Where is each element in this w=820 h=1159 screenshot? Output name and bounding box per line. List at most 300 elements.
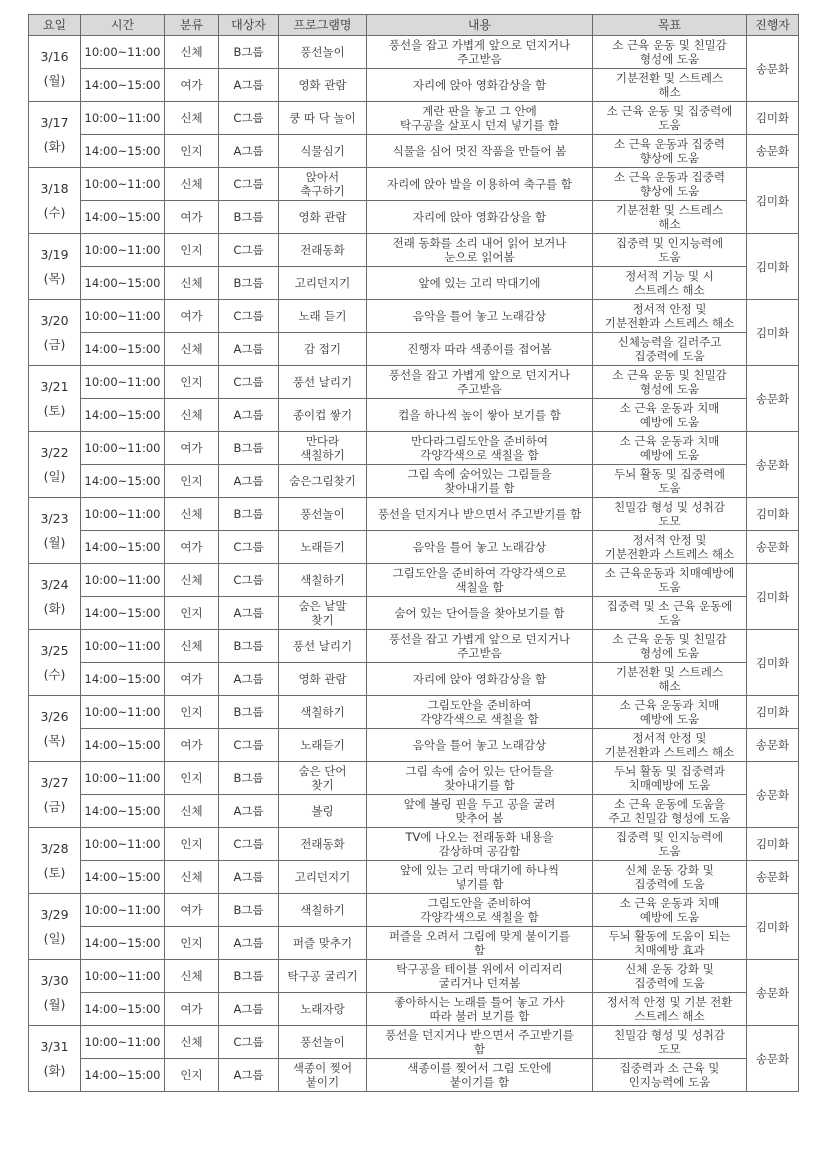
program-name-cell: 쿵 따 닥 놀이 — [279, 102, 367, 135]
time-cell: 14:00~15:00 — [81, 465, 165, 498]
day-weekday: (일) — [43, 468, 66, 484]
category-cell: 신체 — [165, 399, 219, 432]
table-row — [29, 300, 799, 333]
target-group-cell: A그룹 — [219, 663, 279, 696]
day-cell — [29, 432, 81, 498]
goal-cell: 소 근육 운동 및 집중력에 도움 — [593, 102, 747, 135]
category-cell: 여가 — [165, 300, 219, 333]
content-cell: 풍선을 잡고 가볍게 앞으로 던지거나 주고받음 — [367, 366, 593, 399]
time-cell: 14:00~15:00 — [81, 399, 165, 432]
time-cell: 14:00~15:00 — [81, 201, 165, 234]
header-category: 분류 — [165, 15, 219, 36]
time-cell: 10:00~11:00 — [81, 234, 165, 267]
day-date: 3/20 — [40, 312, 69, 328]
category-cell: 신체 — [165, 36, 219, 69]
target-group-cell: A그룹 — [219, 399, 279, 432]
category-cell: 여가 — [165, 894, 219, 927]
time-cell: 10:00~11:00 — [81, 36, 165, 69]
goal-cell: 정서적 기능 및 시 스트레스 해소 — [593, 267, 747, 300]
time-cell: 14:00~15:00 — [81, 1059, 165, 1092]
day-weekday: (목) — [43, 270, 66, 286]
goal-cell: 소 근육 운동과 집중력 향상에 도움 — [593, 168, 747, 201]
goal-cell: 친밀감 형성 및 성취감 도모 — [593, 498, 747, 531]
time-cell: 10:00~11:00 — [81, 102, 165, 135]
target-group-cell: C그룹 — [219, 168, 279, 201]
goal-cell: 소 근육 운동과 치매 예방에 도움 — [593, 696, 747, 729]
program-name-cell: 식물심기 — [279, 135, 367, 168]
day-weekday: (월) — [43, 72, 66, 88]
day-cell — [29, 168, 81, 234]
leader-cell: 김미화 — [747, 102, 799, 135]
goal-cell: 기분전환 및 스트레스 해소 — [593, 663, 747, 696]
category-cell: 인지 — [165, 234, 219, 267]
table-row — [29, 696, 799, 729]
leader-cell: 송문화 — [747, 432, 799, 498]
day-date: 3/23 — [40, 510, 69, 526]
day-cell — [29, 894, 81, 960]
header-content: 내용 — [367, 15, 593, 36]
time-cell: 14:00~15:00 — [81, 597, 165, 630]
table-row — [29, 762, 799, 795]
category-cell: 여가 — [165, 201, 219, 234]
table-row — [29, 201, 799, 234]
target-group-cell: A그룹 — [219, 927, 279, 960]
day-date: 3/25 — [40, 642, 69, 658]
goal-cell: 소 근육 운동과 치매 예방에 도움 — [593, 399, 747, 432]
goal-cell: 기분전환 및 스트레스 해소 — [593, 201, 747, 234]
time-cell: 10:00~11:00 — [81, 696, 165, 729]
goal-cell: 소 근육 운동과 집중력 향상에 도움 — [593, 135, 747, 168]
target-group-cell: C그룹 — [219, 729, 279, 762]
target-group-cell: B그룹 — [219, 36, 279, 69]
table-row — [29, 69, 799, 102]
program-name-cell: 노래자랑 — [279, 993, 367, 1026]
goal-cell: 소 근육 운동 및 친밀감 형성에 도움 — [593, 36, 747, 69]
leader-cell: 김미화 — [747, 498, 799, 531]
day-weekday: (월) — [43, 534, 66, 550]
program-name-cell: 전래동화 — [279, 828, 367, 861]
day-weekday: (목) — [43, 732, 66, 748]
category-cell: 신체 — [165, 102, 219, 135]
day-cell — [29, 234, 81, 300]
table-row — [29, 597, 799, 630]
program-name-cell: 숨은 단어 찾기 — [279, 762, 367, 795]
time-cell: 10:00~11:00 — [81, 366, 165, 399]
category-cell: 인지 — [165, 135, 219, 168]
category-cell: 신체 — [165, 861, 219, 894]
program-name-cell: 풍선놀이 — [279, 36, 367, 69]
category-cell: 여가 — [165, 432, 219, 465]
table-row — [29, 960, 799, 993]
target-group-cell: C그룹 — [219, 234, 279, 267]
goal-cell: 소 근육 운동에 도움을 주고 친밀감 형성에 도움 — [593, 795, 747, 828]
time-cell: 10:00~11:00 — [81, 630, 165, 663]
header-row — [29, 15, 799, 36]
target-group-cell: C그룹 — [219, 828, 279, 861]
leader-cell: 김미화 — [747, 564, 799, 630]
program-name-cell: 풍선 날리기 — [279, 630, 367, 663]
target-group-cell: A그룹 — [219, 333, 279, 366]
day-weekday: (금) — [43, 336, 66, 352]
table-row — [29, 36, 799, 69]
content-cell: 앞에 볼링 핀을 두고 공을 굴려 맞추어 봄 — [367, 795, 593, 828]
leader-cell: 송문화 — [747, 366, 799, 432]
program-name-cell: 색칠하기 — [279, 564, 367, 597]
time-cell: 10:00~11:00 — [81, 828, 165, 861]
content-cell: 앞에 있는 고리 막대기에 하나씩 넣기를 함 — [367, 861, 593, 894]
table-row — [29, 828, 799, 861]
day-cell — [29, 630, 81, 696]
day-date: 3/29 — [40, 906, 69, 922]
table-header — [29, 15, 799, 36]
table-row — [29, 399, 799, 432]
day-date: 3/22 — [40, 444, 69, 460]
table-row — [29, 993, 799, 1026]
target-group-cell: B그룹 — [219, 498, 279, 531]
content-cell: 그림도안을 준비하여 각양각색으로 색칠을 함 — [367, 564, 593, 597]
content-cell: 숨어 있는 단어들을 찾아보기를 함 — [367, 597, 593, 630]
category-cell: 인지 — [165, 696, 219, 729]
category-cell: 신체 — [165, 168, 219, 201]
target-group-cell: A그룹 — [219, 993, 279, 1026]
content-cell: TV에 나오는 전래동화 내용을 감상하며 공감함 — [367, 828, 593, 861]
category-cell: 신체 — [165, 333, 219, 366]
time-cell: 10:00~11:00 — [81, 762, 165, 795]
table-row — [29, 366, 799, 399]
category-cell: 신체 — [165, 267, 219, 300]
program-name-cell: 숨은 낱말 찾기 — [279, 597, 367, 630]
day-weekday: (금) — [43, 798, 66, 814]
goal-cell: 정서적 안정 및 기분 전환 스트레스 해소 — [593, 993, 747, 1026]
day-cell — [29, 564, 81, 630]
leader-cell: 송문화 — [747, 729, 799, 762]
goal-cell: 집중력과 소 근육 및 인지능력에 도움 — [593, 1059, 747, 1092]
program-name-cell: 고리던지기 — [279, 861, 367, 894]
day-date: 3/27 — [40, 774, 69, 790]
table-row — [29, 630, 799, 663]
program-name-cell: 영화 관람 — [279, 201, 367, 234]
day-weekday: (화) — [43, 600, 66, 616]
time-cell: 14:00~15:00 — [81, 795, 165, 828]
day-weekday: (토) — [43, 402, 66, 418]
category-cell: 인지 — [165, 465, 219, 498]
goal-cell: 소 근육 운동과 치매 예방에 도움 — [593, 432, 747, 465]
target-group-cell: B그룹 — [219, 960, 279, 993]
goal-cell: 소 근육운동과 치매예방에 도움 — [593, 564, 747, 597]
leader-cell: 송문화 — [747, 1026, 799, 1092]
table-row — [29, 729, 799, 762]
category-cell: 신체 — [165, 630, 219, 663]
content-cell: 그림도안을 준비하여 각양각색으로 색칠을 함 — [367, 696, 593, 729]
program-name-cell: 색종이 찢어 붙이기 — [279, 1059, 367, 1092]
content-cell: 풍선을 던지거나 받으면서 주고받기를 함 — [367, 1026, 593, 1059]
program-name-cell: 고리던지기 — [279, 267, 367, 300]
target-group-cell: C그룹 — [219, 300, 279, 333]
content-cell: 앞에 있는 고리 막대기에 — [367, 267, 593, 300]
goal-cell: 소 근육 운동 및 친밀감 형성에 도움 — [593, 630, 747, 663]
day-weekday: (화) — [43, 138, 66, 154]
day-cell — [29, 696, 81, 762]
content-cell: 음악을 틀어 놓고 노래감상 — [367, 300, 593, 333]
day-cell — [29, 762, 81, 828]
day-weekday: (월) — [43, 996, 66, 1012]
program-name-cell: 색칠하기 — [279, 894, 367, 927]
table-row — [29, 1026, 799, 1059]
content-cell: 풍선을 던지거나 받으면서 주고받기를 함 — [367, 498, 593, 531]
target-group-cell: A그룹 — [219, 465, 279, 498]
target-group-cell: B그룹 — [219, 762, 279, 795]
content-cell: 풍선을 잡고 가볍게 앞으로 던지거나 주고받음 — [367, 36, 593, 69]
leader-cell: 송문화 — [747, 135, 799, 168]
table-body — [29, 36, 799, 1092]
day-cell — [29, 36, 81, 102]
day-weekday: (수) — [43, 666, 66, 682]
program-name-cell: 숨은그림찾기 — [279, 465, 367, 498]
category-cell: 인지 — [165, 762, 219, 795]
program-name-cell: 종이컵 쌓기 — [279, 399, 367, 432]
schedule-page — [28, 14, 798, 1092]
time-cell: 10:00~11:00 — [81, 300, 165, 333]
header-leader: 진행자 — [747, 15, 799, 36]
category-cell: 여가 — [165, 663, 219, 696]
time-cell: 14:00~15:00 — [81, 993, 165, 1026]
goal-cell: 두뇌 활동에 도움이 되는 치매예방 효과 — [593, 927, 747, 960]
day-cell — [29, 366, 81, 432]
content-cell: 음악을 틀어 놓고 노래감상 — [367, 531, 593, 564]
time-cell: 14:00~15:00 — [81, 69, 165, 102]
target-group-cell: B그룹 — [219, 432, 279, 465]
goal-cell: 신체 운동 강화 및 집중력에 도움 — [593, 861, 747, 894]
time-cell: 10:00~11:00 — [81, 960, 165, 993]
program-name-cell: 전래동화 — [279, 234, 367, 267]
category-cell: 신체 — [165, 564, 219, 597]
goal-cell: 기분전환 및 스트레스 해소 — [593, 69, 747, 102]
target-group-cell: A그룹 — [219, 69, 279, 102]
program-name-cell: 풍선놀이 — [279, 498, 367, 531]
program-name-cell: 풍선 날리기 — [279, 366, 367, 399]
category-cell: 여가 — [165, 69, 219, 102]
time-cell: 10:00~11:00 — [81, 168, 165, 201]
category-cell: 여가 — [165, 729, 219, 762]
content-cell: 풍선을 잡고 가볍게 앞으로 던지거나 주고받음 — [367, 630, 593, 663]
program-name-cell: 만다라 색칠하기 — [279, 432, 367, 465]
category-cell: 신체 — [165, 498, 219, 531]
content-cell: 자리에 앉아 영화감상을 함 — [367, 201, 593, 234]
day-date: 3/30 — [40, 972, 69, 988]
content-cell: 자리에 앉아 영화감상을 함 — [367, 663, 593, 696]
leader-cell: 김미화 — [747, 234, 799, 300]
target-group-cell: C그룹 — [219, 564, 279, 597]
day-weekday: (일) — [43, 930, 66, 946]
program-name-cell: 탁구공 굴리기 — [279, 960, 367, 993]
header-day: 요일 — [29, 15, 81, 36]
leader-cell: 송문화 — [747, 861, 799, 894]
category-cell: 신체 — [165, 1026, 219, 1059]
time-cell: 10:00~11:00 — [81, 564, 165, 597]
content-cell: 자리에 앉아 영화감상을 함 — [367, 69, 593, 102]
table-row — [29, 267, 799, 300]
time-cell: 10:00~11:00 — [81, 432, 165, 465]
content-cell: 퍼즐을 오려서 그림에 맞게 붙이기를 함 — [367, 927, 593, 960]
program-name-cell: 앉아서 축구하기 — [279, 168, 367, 201]
goal-cell: 친밀감 형성 및 성취감 도모 — [593, 1026, 747, 1059]
day-date: 3/19 — [40, 246, 69, 262]
category-cell: 신체 — [165, 795, 219, 828]
target-group-cell: B그룹 — [219, 894, 279, 927]
time-cell: 14:00~15:00 — [81, 729, 165, 762]
goal-cell: 신체능력을 길러주고 집중력에 도움 — [593, 333, 747, 366]
table-row — [29, 168, 799, 201]
time-cell: 14:00~15:00 — [81, 267, 165, 300]
leader-cell: 송문화 — [747, 960, 799, 1026]
content-cell: 계란 판을 놓고 그 안에 탁구공을 살포시 던져 넣기를 함 — [367, 102, 593, 135]
table-row — [29, 894, 799, 927]
target-group-cell: B그룹 — [219, 267, 279, 300]
day-date: 3/16 — [40, 48, 69, 64]
table-row — [29, 432, 799, 465]
day-cell — [29, 960, 81, 1026]
day-cell — [29, 498, 81, 564]
time-cell: 14:00~15:00 — [81, 663, 165, 696]
target-group-cell: C그룹 — [219, 531, 279, 564]
day-cell — [29, 828, 81, 894]
target-group-cell: B그룹 — [219, 201, 279, 234]
target-group-cell: C그룹 — [219, 366, 279, 399]
goal-cell: 집중력 및 인지능력에 도움 — [593, 234, 747, 267]
content-cell: 자리에 앉아 발을 이용하여 축구를 함 — [367, 168, 593, 201]
table-row — [29, 102, 799, 135]
day-date: 3/26 — [40, 708, 69, 724]
leader-cell: 김미화 — [747, 630, 799, 696]
target-group-cell: A그룹 — [219, 795, 279, 828]
leader-cell: 송문화 — [747, 762, 799, 828]
day-date: 3/17 — [40, 114, 69, 130]
leader-cell: 김미화 — [747, 168, 799, 234]
content-cell: 좋아하시는 노래를 틀어 놓고 가사 따라 불러 보기를 함 — [367, 993, 593, 1026]
program-name-cell: 영화 관람 — [279, 69, 367, 102]
table-row — [29, 795, 799, 828]
content-cell: 음악을 틀어 놓고 노래감상 — [367, 729, 593, 762]
content-cell: 그림 속에 숨어있는 그림들을 찾아내기를 함 — [367, 465, 593, 498]
table-row — [29, 465, 799, 498]
program-name-cell: 풍선놀이 — [279, 1026, 367, 1059]
program-name-cell: 노래 듣기 — [279, 300, 367, 333]
time-cell: 10:00~11:00 — [81, 498, 165, 531]
table-row — [29, 564, 799, 597]
program-name-cell: 색칠하기 — [279, 696, 367, 729]
program-name-cell: 감 접기 — [279, 333, 367, 366]
program-schedule-table — [28, 14, 799, 1092]
goal-cell: 두뇌 활동 및 집중력과 치매예방에 도움 — [593, 762, 747, 795]
day-date: 3/18 — [40, 180, 69, 196]
category-cell: 여가 — [165, 993, 219, 1026]
program-name-cell: 퍼즐 맞추기 — [279, 927, 367, 960]
leader-cell: 김미화 — [747, 300, 799, 366]
header-program-name: 프로그램명 — [279, 15, 367, 36]
day-date: 3/24 — [40, 576, 69, 592]
time-cell: 14:00~15:00 — [81, 927, 165, 960]
day-weekday: (토) — [43, 864, 66, 880]
target-group-cell: C그룹 — [219, 1026, 279, 1059]
target-group-cell: A그룹 — [219, 597, 279, 630]
goal-cell: 신체 운동 강화 및 집중력에 도움 — [593, 960, 747, 993]
time-cell: 14:00~15:00 — [81, 861, 165, 894]
table-row — [29, 1059, 799, 1092]
table-row — [29, 531, 799, 564]
time-cell: 10:00~11:00 — [81, 894, 165, 927]
time-cell: 14:00~15:00 — [81, 531, 165, 564]
content-cell: 그림도안을 준비하여 각양각색으로 색칠을 함 — [367, 894, 593, 927]
day-cell — [29, 300, 81, 366]
day-cell — [29, 102, 81, 168]
goal-cell: 소 근육 운동 및 친밀감 형성에 도움 — [593, 366, 747, 399]
content-cell: 컵을 하나씩 높이 쌓아 보기를 함 — [367, 399, 593, 432]
category-cell: 인지 — [165, 828, 219, 861]
table-row — [29, 927, 799, 960]
target-group-cell: A그룹 — [219, 135, 279, 168]
time-cell: 14:00~15:00 — [81, 333, 165, 366]
target-group-cell: B그룹 — [219, 696, 279, 729]
target-group-cell: C그룹 — [219, 102, 279, 135]
goal-cell: 두뇌 활동 및 집중력에 도움 — [593, 465, 747, 498]
content-cell: 탁구공을 테이블 위에서 이리저리 굴리거나 던져봄 — [367, 960, 593, 993]
program-name-cell: 볼링 — [279, 795, 367, 828]
content-cell: 식물을 심어 멋진 작품을 만들어 봄 — [367, 135, 593, 168]
goal-cell: 정서적 안정 및 기분전환과 스트레스 해소 — [593, 300, 747, 333]
category-cell: 인지 — [165, 1059, 219, 1092]
category-cell: 신체 — [165, 960, 219, 993]
program-name-cell: 영화 관람 — [279, 663, 367, 696]
day-cell — [29, 1026, 81, 1092]
time-cell: 14:00~15:00 — [81, 135, 165, 168]
leader-cell: 김미화 — [747, 828, 799, 861]
table-row — [29, 135, 799, 168]
day-date: 3/21 — [40, 378, 69, 394]
day-weekday: (화) — [43, 1062, 66, 1078]
table-row — [29, 663, 799, 696]
leader-cell: 송문화 — [747, 36, 799, 102]
day-date: 3/31 — [40, 1038, 69, 1054]
program-name-cell: 노래듣기 — [279, 729, 367, 762]
table-row — [29, 498, 799, 531]
day-weekday: (수) — [43, 204, 66, 220]
program-name-cell: 노래듣기 — [279, 531, 367, 564]
goal-cell: 정서적 안정 및 기분전환과 스트레스 해소 — [593, 729, 747, 762]
content-cell: 만다라그림도안을 준비하여 각양각색으로 색칠을 함 — [367, 432, 593, 465]
goal-cell: 집중력 및 인지능력에 도움 — [593, 828, 747, 861]
content-cell: 전래 동화를 소리 내어 읽어 보거나 눈으로 읽어봄 — [367, 234, 593, 267]
header-goal: 목표 — [593, 15, 747, 36]
goal-cell: 집중력 및 소 근육 운동에 도움 — [593, 597, 747, 630]
content-cell: 진행자 따라 색종이를 접어봄 — [367, 333, 593, 366]
header-target-group: 대상자 — [219, 15, 279, 36]
table-row — [29, 861, 799, 894]
content-cell: 색종이를 찢어서 그림 도안에 붙이기를 함 — [367, 1059, 593, 1092]
leader-cell: 김미화 — [747, 894, 799, 960]
target-group-cell: A그룹 — [219, 861, 279, 894]
content-cell: 그림 속에 숨어 있는 단어들을 찾아내기를 함 — [367, 762, 593, 795]
category-cell: 인지 — [165, 927, 219, 960]
goal-cell: 소 근육 운동과 치매 예방에 도움 — [593, 894, 747, 927]
leader-cell: 김미화 — [747, 696, 799, 729]
target-group-cell: B그룹 — [219, 630, 279, 663]
goal-cell: 정서적 안정 및 기분전환과 스트레스 해소 — [593, 531, 747, 564]
category-cell: 인지 — [165, 597, 219, 630]
target-group-cell: A그룹 — [219, 1059, 279, 1092]
category-cell: 인지 — [165, 366, 219, 399]
header-time: 시간 — [81, 15, 165, 36]
leader-cell: 송문화 — [747, 531, 799, 564]
